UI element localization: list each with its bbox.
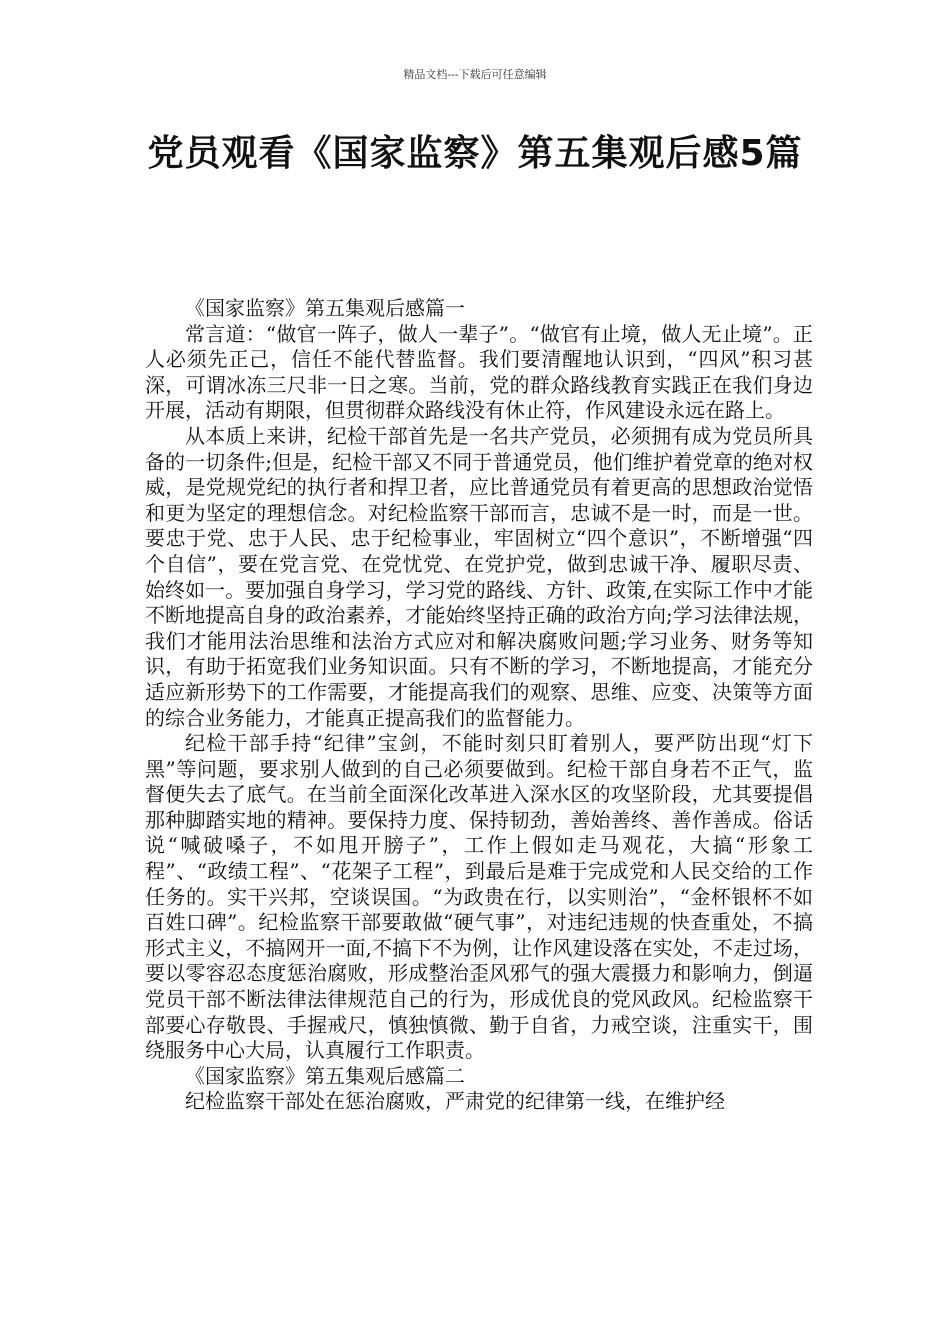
section-heading: 《国家监察》第五集观后感篇一 xyxy=(185,296,465,320)
header-note: 精品文档---下载后可任意编辑 xyxy=(403,68,547,81)
body-paragraph: 从本质上来讲，纪检干部首先是一名共产党员，必须拥有成为党员所具备的一切条件;但是，纪检干部又不同于普通党员，他们维护着党章的绝对权威，是党规党纪的执行者和捍卫者，应比普通党员有着更高的思想政治觉悟和更为坚定的理想信念。对纪检监察干部而言，忠诚不是一时，而是一世。要忠于党、忠于人民、忠于纪检事业，牢固树立“四个意识”，不断增强“四个自信”，要在党言党、在党忧党、在党护党，做到忠诚干净、履职尽责、始终如一。要加强自身学习，学习党的路线、方针、政策,在实际工作中才能不断地提高自身的政治素养，才能始终坚持正确的政治方向;学习法律法规，我们才能用法治思维和法治方式应对和解决腐败问题;学习业务、财务等知识，有助于拓宽我们业务知识面。只有不断的学习，不断地提高，才能充分适应新形势下的工作需要，才能提高我们的观察、思维、应变、决策等方面的综合业务能力，才能真正提高我们的监督能力。 xyxy=(145,423,813,730)
section-heading: 《国家监察》第五集观后感篇二 xyxy=(185,1063,465,1088)
body-paragraph: 纪检监察干部处在惩治腐败，严肃党的纪律第一线，在维护经 xyxy=(185,1089,725,1114)
document-body xyxy=(145,296,813,1115)
body-paragraph: 纪检干部手持“纪律”宝剑，不能时刻只盯着别人，要严防出现“灯下黑”等问题，要求别人做到的自己必须要做到。纪检干部自身若不正气，监督便失去了底气。在当前全面深化改革进入深水区的攻坚阶段，尤其要提倡那种脚踏实地的精神。要保持力度、保持韧劲，善始善终、善作善成。俗话说“喊破嗓子，不如甩开膀子”，工作上假如走马观花，大搞“形象工程”、“政绩工程”、“花架子工程”，到最后是难于完成党和人民交给的工作任务的。实干兴邦，空谈误国。“为政贵在行，以实则治”，“金杯银杯不如百姓口碑”。纪检监察干部要敢做“硬气事”，对违纪违规的快查重处，不搞形式主义，不搞网开一面,不搞下不为例，让作风建设落在实处，不走过场，要以零容忍态度惩治腐败，形成整治歪风邪气的强大震摄力和影响力，倒逼党员干部不断法律法律规范自己的行为，形成优良的党风政风。纪检监察干部要心存敬畏、手握戒尺，慎独慎微、勤于自省，力戒空谈，注重实干，围绕服务中心大局，认真履行工作职责。 xyxy=(145,731,813,1063)
body-paragraph: 常言道：“做官一阵子，做人一辈子”。“做官有止境，做人无止境”。正人必须先正己，信任不能代替监督。我们要清醒地认识到，“四风”积习甚深，可谓冰冻三尺非一日之寒。当前，党的群众路线教育实践正在我们身边开展，活动有期限，但贯彻群众路线没有休止符，作风建设永远在路上。 xyxy=(145,321,813,423)
document-title: 党员观看《国家监察》第五集观后感5篇 xyxy=(147,133,803,174)
